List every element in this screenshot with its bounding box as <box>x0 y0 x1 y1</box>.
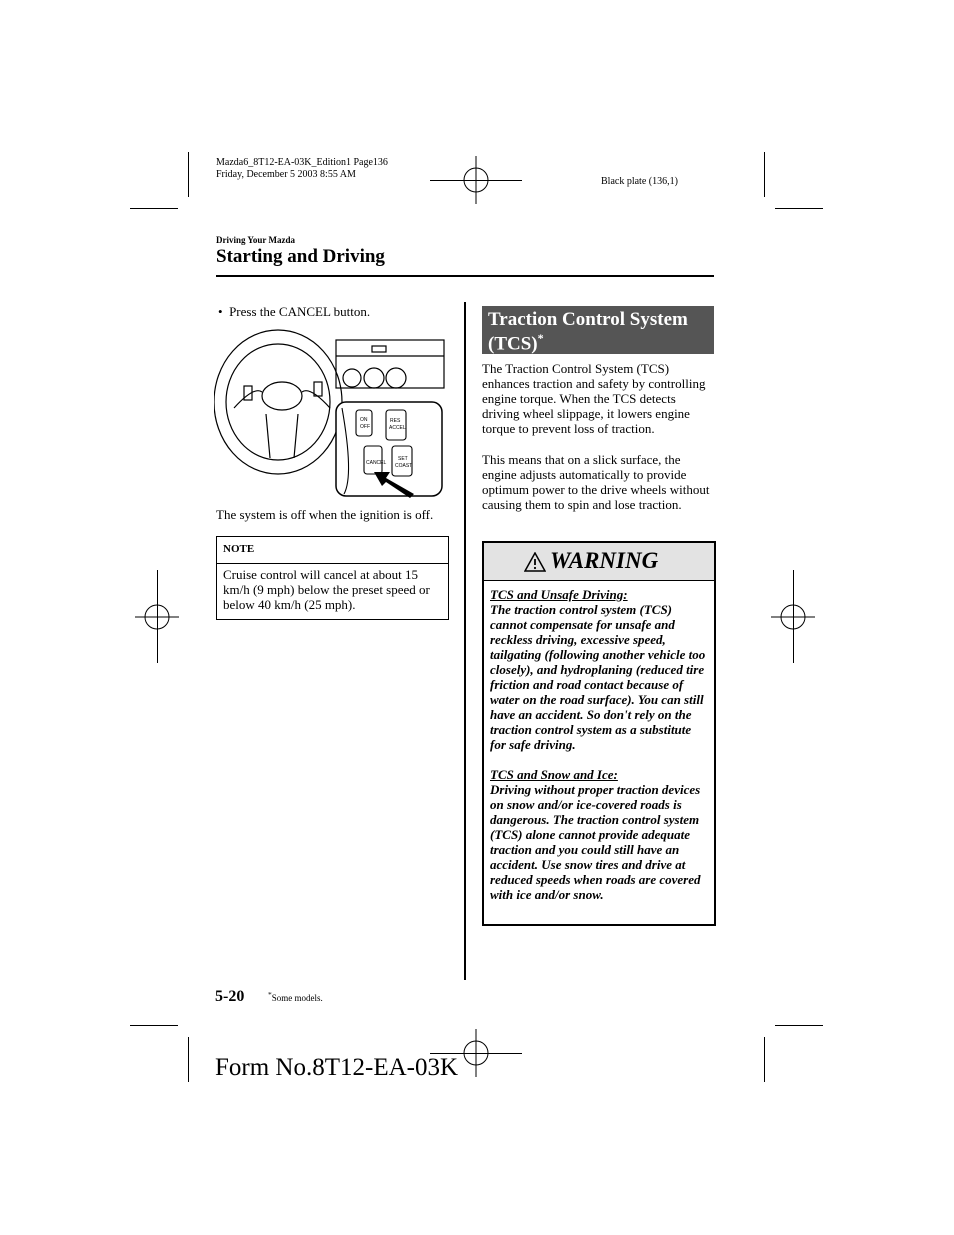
note-header <box>217 537 448 564</box>
cancel-label: CANCEL <box>366 460 387 466</box>
warning-header <box>484 543 714 581</box>
system-off-text: The system is off when the ignition is off. <box>216 507 434 522</box>
section-title: Starting and Driving <box>216 246 385 267</box>
warning-title: WARNING <box>550 548 659 573</box>
on-off-label: ON <box>360 417 368 423</box>
svg-text:COAST: COAST <box>395 463 413 469</box>
note-box <box>216 536 449 620</box>
section-small-title: Driving Your Mazda <box>216 235 296 245</box>
form-number: Form No.8T12-EA-03K <box>215 1054 459 1081</box>
footnote-text: Some models. <box>271 993 323 1003</box>
warning-body <box>490 587 708 902</box>
svg-text:ACCEL: ACCEL <box>389 425 406 431</box>
note-text: Cruise control will cancel at about 15 km/h (9 mph) below the preset speed or below 40 km/h (25 mph). <box>223 567 430 612</box>
svg-text:RES: RES <box>390 418 401 424</box>
page-number: 5-20 <box>215 988 245 1005</box>
plate-label: Black plate (136,1) <box>601 176 678 187</box>
print-meta-line1: Mazda6_8T12-EA-03K_Edition1 Page136 <box>216 157 388 168</box>
column-divider <box>464 302 466 980</box>
warning-triangle-icon <box>524 552 546 572</box>
note-label: NOTE <box>223 543 255 555</box>
bullet-item <box>218 304 370 319</box>
print-meta <box>216 157 388 181</box>
tcs-title <box>482 306 714 354</box>
warning-box <box>482 541 716 926</box>
warning-subhead-2: TCS and Snow and Ice: <box>490 767 618 782</box>
tcs-title-line1: Traction Control System <box>488 309 688 330</box>
warning-text-1: The traction control system (TCS) cannot compensate for unsafe and reckless driving, excessive speed, tailgating (following another vehicle too closely), and hydroplaning (reduced tire friction and road contact because of water on the road surface). You can still have an accident. So don't rely on the traction control system as a substitute for safe driving. <box>490 602 706 752</box>
svg-text:OFF: OFF <box>360 424 370 430</box>
warning-text-2: Driving without proper traction devices on snow and/or ice-covered roads is dangerous. The traction control system (TCS) alone cannot provide adequate traction and you could still have an accident. Use snow tires and drive at reduced speeds when roads are covered with ice and/or snow. <box>490 782 701 902</box>
bullet-text: Press the CANCEL button. <box>229 304 371 319</box>
tcs-title-line2: (TCS) <box>488 333 538 355</box>
bullet-dot: • <box>218 304 230 319</box>
asterisk: * <box>537 331 544 345</box>
footnote-mark: * <box>268 990 272 999</box>
warning-subhead-1: TCS and Unsafe Driving: <box>490 587 628 602</box>
print-meta-line2: Friday, December 5 2003 8:55 AM <box>216 169 356 180</box>
tcs-para-2: This means that on a slick surface, the engine adjusts automatically to provide optimum power to the drive wheels without causing them to spin and lose traction. <box>482 452 710 512</box>
steering-wheel-illustration <box>214 326 446 498</box>
svg-text:SET: SET <box>398 456 408 462</box>
tcs-para-1: The Traction Control System (TCS) enhances traction and safety by controlling engine torque. When the TCS detects driving wheel slippage, it lowers engine torque to prevent loss of traction. <box>482 361 706 436</box>
footnote <box>268 990 323 1003</box>
header-rule <box>216 275 714 277</box>
